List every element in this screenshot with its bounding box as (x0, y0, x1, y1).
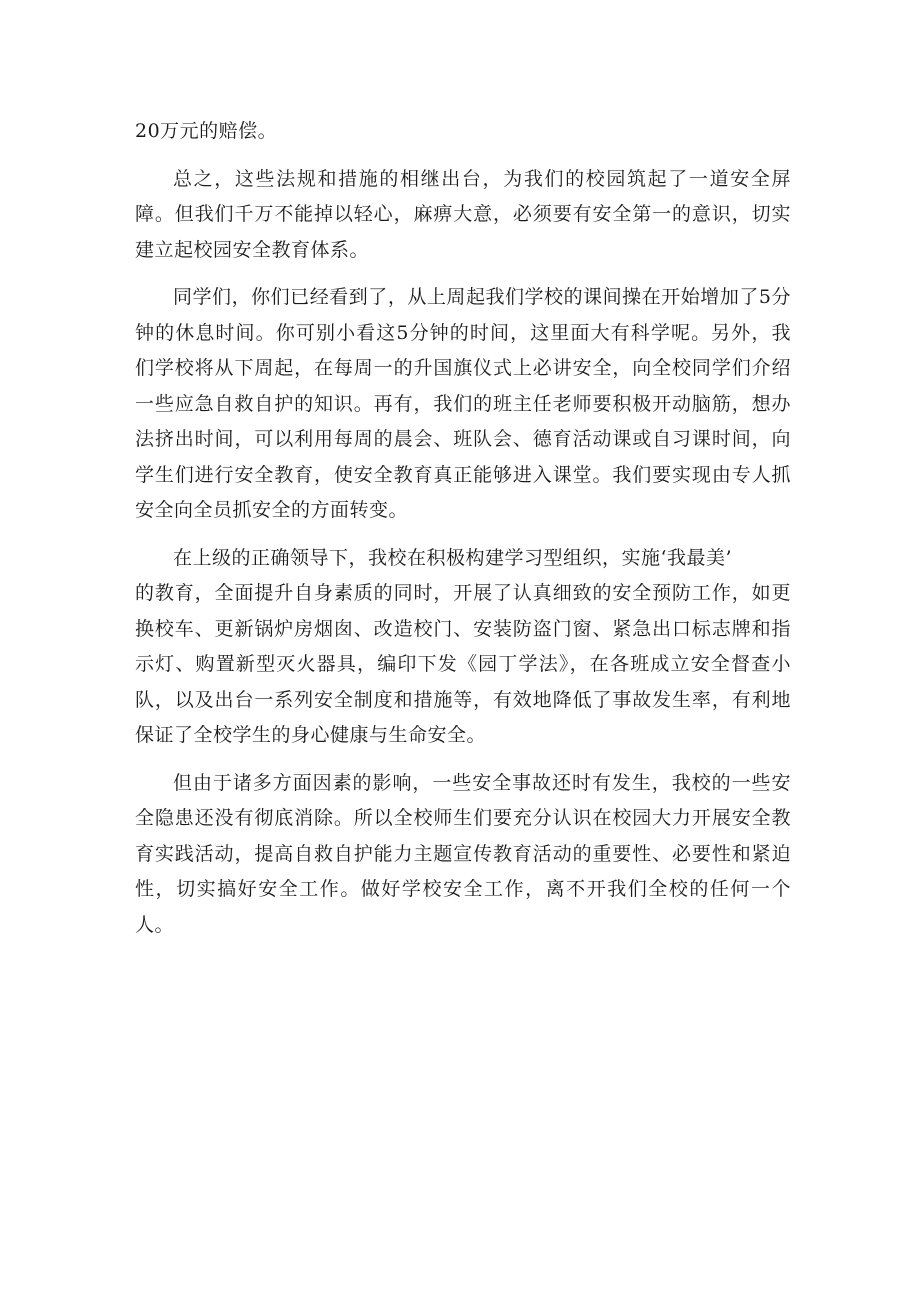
paragraph-continuation: 20万元的赔偿。 (135, 120, 278, 142)
paragraph-conclusion: 但由于诸多方面因素的影响，一些安全事故还时有发生，我校的一些安全隐患还没有彻底消除。所以全校师生们要充分认识在校园大力开展安全教育实践活动，提高自救自护能力主题宣传教育活动的重要性、必要性和紧迫性，切实搞好安全工作。做好学校安全工作，离不开我们全校的任何一个人。 (135, 771, 791, 936)
paragraph-summary: 总之，这些法规和措施的相继出台，为我们的校园筑起了一道安全屏障。但我们千万不能掉以轻心，麻痹大意，必须要有安全第一的意识，切实建立起校园安全教育体系。 (135, 167, 791, 261)
paragraph-students: 同学们，你们已经看到了，从上周起我们学校的课间操在开始增加了5分钟的休息时间。你可别小看这5分钟的时间，这里面大有科学呢。另外，我们学校将从下周起，在每周一的升国旗仪式上必讲安全，向全校同学们介绍一些应急自救自护的知识。再有，我们的班主任老师要积极开动脑筋，想办法挤出时间，可以利用每周的晨会、班队会、德育活动课或自习课时间，向学生们进行安全教育，使安全教育真正能够进入课堂。我们要实现由专人抓安全向全员抓安全的方面转变。 (135, 286, 791, 521)
paragraph-leadership-cont: 的教育，全面提升自身素质的同时，开展了认真细致的安全预防工作，如更换校车、更新锅炉房烟囱、改造校门、安装防盗门窗、紧急出口标志牌和指示灯、购置新型灭火器具，编印下发《园丁学法》，在各班成立安全督查小队，以及出台一系列安全制度和措施等，有效地降低了事故发生率，有利地保证了全校学生的身心健康与生命安全。 (135, 582, 791, 746)
document-body (135, 114, 791, 955)
paragraph-leadership-start: 在上级的正确领导下，我校在积极构建学习型组织，实施‘我最美’ (173, 546, 733, 569)
